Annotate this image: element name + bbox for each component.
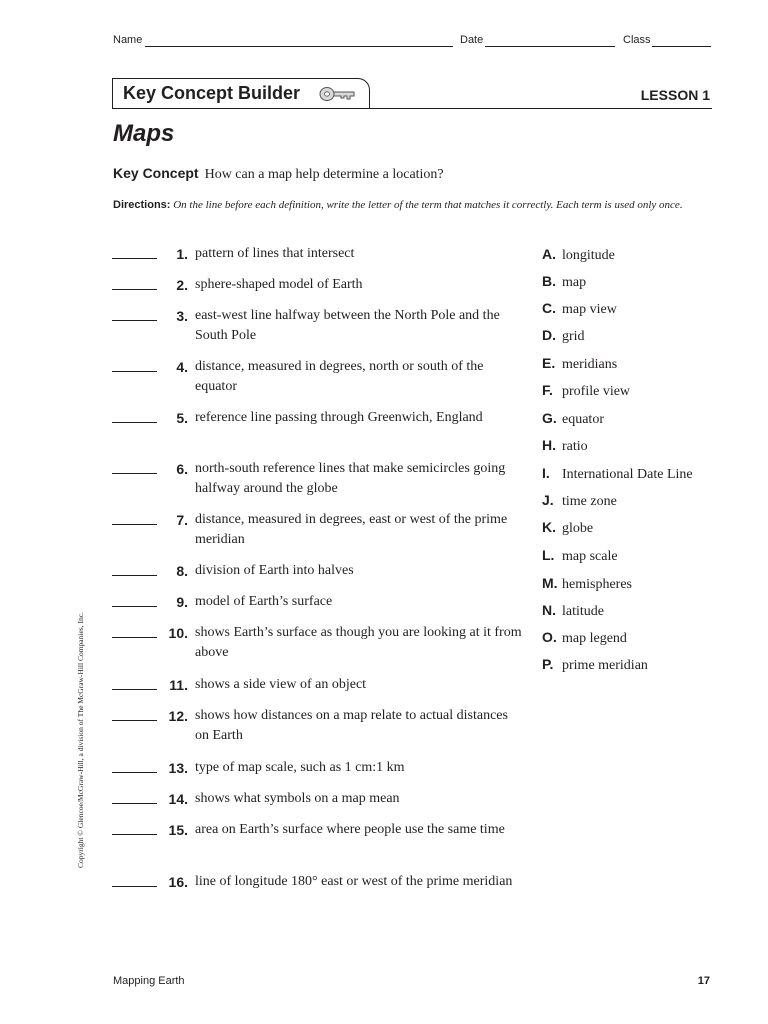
question-number: 10. — [168, 625, 188, 641]
name-label: Name — [113, 34, 143, 46]
page-number: 17 — [697, 975, 710, 987]
question-number: 11. — [169, 677, 188, 693]
question-definition: division of Earth into halves — [195, 563, 354, 578]
term-text: map scale — [562, 549, 618, 564]
term-text: hemispheres — [562, 577, 632, 592]
term-item — [542, 325, 585, 347]
question-definition: area on Earth’s surface where people use the same time — [195, 822, 505, 837]
question-definition: north-south reference lines that make semicircles going halfway around the globe — [195, 461, 506, 496]
question-definition: reference line passing through Greenwich, England — [195, 410, 483, 425]
key-concept — [113, 165, 444, 183]
directions — [113, 197, 711, 213]
question-definition: shows Earth’s surface as though you are looking at it from above — [195, 625, 522, 660]
term-letter: H. — [542, 437, 556, 453]
question-number: 1. — [176, 246, 188, 262]
term-item — [542, 627, 627, 649]
class-field[interactable] — [652, 46, 711, 47]
term-text: map legend — [562, 631, 627, 646]
question-number: 6. — [176, 461, 188, 477]
banner-rule — [112, 108, 712, 109]
question-definition: type of map scale, such as 1 cm:1 km — [195, 760, 405, 775]
key-concept-label: Key Concept — [113, 165, 199, 181]
term-item — [542, 463, 693, 485]
question-definition: model of Earth’s surface — [195, 594, 333, 609]
term-text: globe — [562, 521, 594, 536]
question-number: 2. — [176, 277, 188, 293]
term-item — [542, 654, 648, 676]
term-text: profile view — [562, 384, 631, 399]
term-letter: O. — [542, 629, 557, 645]
term-letter: M. — [542, 575, 558, 591]
class-label: Class — [623, 34, 651, 46]
term-text: prime meridian — [562, 658, 648, 673]
question-number: 15. — [168, 822, 188, 838]
question-number: 3. — [176, 308, 188, 324]
question-number: 12. — [168, 708, 188, 724]
term-item — [542, 517, 593, 539]
term-item — [542, 298, 617, 320]
question-definition: pattern of lines that intersect — [195, 246, 355, 261]
term-text: latitude — [562, 604, 604, 619]
term-item — [542, 244, 615, 266]
term-text: map — [562, 275, 587, 290]
question-definition: line of longitude 180° east or west of the prime meridian — [195, 874, 513, 889]
term-text: grid — [562, 329, 585, 344]
question-number: 13. — [168, 760, 188, 776]
term-text: International Date Line — [562, 467, 693, 482]
term-text: longitude — [562, 248, 615, 263]
term-text: time zone — [562, 494, 617, 509]
term-letter: A. — [542, 246, 556, 262]
date-label: Date — [460, 34, 484, 46]
directions-label: Directions: — [113, 199, 171, 211]
directions-text: On the line before each definition, write the letter of the term that matches it correctly. Each term is used only once. — [173, 199, 683, 211]
term-item — [542, 408, 604, 430]
term-item — [542, 271, 586, 293]
term-item — [542, 490, 617, 512]
term-item — [542, 380, 630, 402]
key-concept-builder-banner — [112, 78, 370, 109]
term-item — [542, 545, 618, 567]
term-letter: C. — [542, 300, 556, 316]
question-number: 16. — [168, 874, 188, 890]
term-letter: B. — [542, 273, 556, 289]
question-definition: distance, measured in degrees, east or west of the prime meridian — [195, 512, 508, 547]
question-number: 9. — [176, 594, 188, 610]
question-definition: distance, measured in degrees, north or south of the equator — [195, 359, 484, 394]
banner-title: Key Concept Builder — [123, 83, 301, 103]
term-letter: G. — [542, 410, 557, 426]
question-number: 14. — [168, 791, 188, 807]
key-icon — [319, 85, 357, 108]
question-number: 4. — [176, 359, 188, 375]
term-letter: P. — [542, 656, 554, 672]
term-item — [542, 573, 632, 595]
question-definition: sphere-shaped model of Earth — [195, 277, 363, 292]
footer-unit: Mapping Earth — [113, 975, 185, 987]
question-number: 7. — [176, 512, 188, 528]
question-number: 8. — [176, 563, 188, 579]
question-definition: east-west line halfway between the North Pole and the South Pole — [195, 308, 500, 343]
term-letter: F. — [542, 382, 553, 398]
name-field[interactable] — [145, 46, 453, 47]
question-definition: shows how distances on a map relate to actual distances on Earth — [195, 708, 508, 743]
term-letter: K. — [542, 519, 556, 535]
page-title: Maps — [113, 120, 175, 147]
term-item — [542, 353, 617, 375]
question-definition: shows what symbols on a map mean — [195, 791, 400, 806]
term-text: ratio — [562, 439, 588, 454]
question-definition: shows a side view of an object — [195, 677, 367, 692]
key-concept-question: How can a map help determine a location? — [204, 167, 444, 182]
term-letter: E. — [542, 355, 556, 371]
term-text: meridians — [562, 357, 618, 372]
question-number: 5. — [176, 410, 188, 426]
date-field[interactable] — [485, 46, 615, 47]
term-letter: N. — [542, 602, 556, 618]
term-text: equator — [562, 412, 604, 427]
term-text: map view — [562, 302, 617, 317]
term-letter: I. — [542, 465, 550, 481]
term-item — [542, 600, 604, 622]
lesson-label: LESSON 1 — [640, 87, 710, 103]
term-letter: D. — [542, 327, 556, 343]
term-item — [542, 435, 588, 457]
term-letter: J. — [542, 492, 554, 508]
term-letter: L. — [542, 547, 555, 563]
copyright-notice: Copyright © Glencoe/McGraw-Hill, a division of The McGraw-Hill Companies, Inc. — [76, 612, 85, 868]
